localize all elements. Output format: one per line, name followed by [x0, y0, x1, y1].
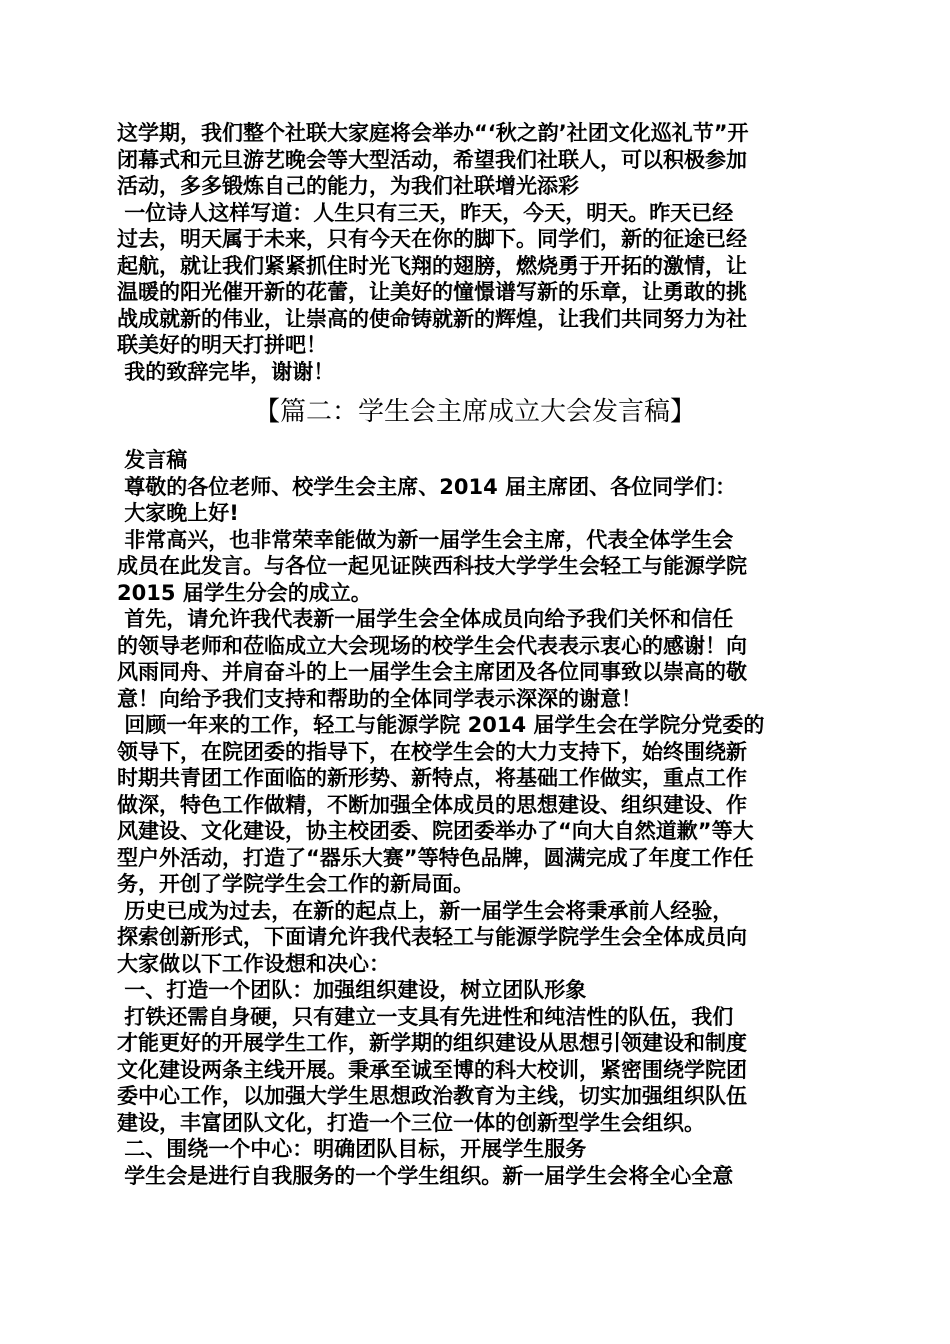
- section-two-body: [117, 447, 837, 1189]
- paragraph-line: 委中心工作，以加强大学生思想政治教育为主线，切实加强组织队伍: [117, 1084, 747, 1108]
- paragraph-line: 领导下，在院团委的指导下，在校学生会的大力支持下，始终围绕新: [117, 739, 747, 764]
- paragraph-line: 的领导老师和莅临成立大会现场的校学生会代表表示衷心的感谢！向: [117, 633, 747, 658]
- subheading-two: 二、围绕一个中心：明确团队目标，开展学生服务: [117, 1137, 587, 1161]
- paragraph-line: 2015 届学生分会的成立。: [117, 580, 372, 605]
- salutation-line: 尊敬的各位老师、校学生会主席、2014 届主席团、各位同学们：: [117, 474, 737, 499]
- paragraph-line: 务，开创了学院学生会工作的新局面。: [117, 872, 474, 896]
- paragraph-line: 大家做以下工作设想和决心：: [117, 951, 390, 976]
- closing-line: 我的致辞完毕，谢谢！: [117, 359, 335, 384]
- paragraph-line: 型户外活动，打造了“器乐大赛”等特色品牌，圆满完成了年度工作任: [117, 845, 754, 870]
- paragraph-line: 做深，特色工作做精，不断加强全体成员的思想建设、组织建设、作: [117, 792, 747, 817]
- paragraph-line: 活动，多多锻炼自己的能力，为我们社联增光添彩: [117, 174, 579, 198]
- paragraph-line: 学生会是进行自我服务的一个学生组织。新一届学生会将全心全意: [117, 1163, 734, 1188]
- section-heading: 【篇二：学生会主席成立大会发言稿】: [253, 397, 696, 427]
- paragraph-line: 探索创新形式，下面请允许我代表轻工与能源学院学生会全体成员向: [117, 925, 747, 949]
- paragraph-line: 风雨同舟、并肩奋斗的上一届学生会主席团及各位同事致以崇高的敬: [117, 660, 747, 684]
- paragraph-line: 回顾一年来的工作，轻工与能源学院 2014 届学生会在学院分党委的: [117, 713, 765, 737]
- paragraph-line: 战成就新的伟业，让崇高的使命铸就新的辉煌，让我们共同努力为社: [117, 306, 747, 331]
- subheading-one: 一、打造一个团队：加强组织建设，树立团队形象: [117, 978, 587, 1002]
- paragraph-line: 历史已成为过去，在新的起点上，新一届学生会将秉承前人经验，: [117, 898, 734, 923]
- paragraph-line: 建设，丰富团队文化，打造一个三位一体的创新型学生会组织。: [117, 1110, 705, 1135]
- paragraph-line: 起航，就让我们紧紧抓住时光飞翔的翅膀，燃烧勇于开拓的激情，让: [117, 253, 747, 278]
- paragraph-line: 联美好的明天打拼吧！: [117, 333, 327, 357]
- paragraph-line: 风建设、文化建设，协主校团委、院团委举办了“向大自然道歉”等大: [117, 819, 754, 843]
- speech-title: 发言稿: [117, 448, 188, 472]
- paragraph-line: 闭幕式和元旦游艺晚会等大型活动，希望我们社联人，可以积极参加: [117, 147, 747, 172]
- paragraph-line: 一位诗人这样写道：人生只有三天，昨天，今天，明天。昨天已经: [117, 200, 734, 225]
- paragraph-line: 过去，明天属于未来，只有今天在你的脚下。同学们，新的征途已经: [117, 227, 747, 251]
- paragraph-line: 温暖的阳光催开新的花蕾，让美好的憧憬谱写新的乐章，让勇敢的挑: [117, 280, 747, 304]
- paragraph-line: 成员在此发言。与各位一起见证陕西科技大学学生会轻工与能源学院: [117, 554, 747, 578]
- paragraph-line: 打铁还需自身硬，只有建立一支具有先进性和纯洁性的队伍，我们: [117, 1004, 734, 1029]
- paragraph-line: 首先，请允许我代表新一届学生会全体成员向给予我们关怀和信任: [117, 607, 734, 631]
- paragraph-line: 非常高兴，也非常荣幸能做为新一届学生会主席，代表全体学生会: [117, 527, 734, 552]
- section-one-body: [117, 120, 837, 385]
- greeting-line: 大家晚上好!: [117, 501, 239, 525]
- paragraph-line: 时期共青团工作面临的新形势、新特点，将基础工作做实，重点工作: [117, 766, 747, 790]
- paragraph-line: 这学期，我们整个社联大家庭将会举办“‘秋之韵’社团文化巡礼节”开: [117, 121, 749, 145]
- paragraph-line: 才能更好的开展学生工作，新学期的组织建设从思想引领建设和制度: [117, 1031, 747, 1055]
- paragraph-line: 意！向给予我们支持和帮助的全体同学表示深深的谢意！: [117, 686, 642, 711]
- paragraph-line: 文化建设两条主线开展。秉承至诚至博的科大校训，紧密围绕学院团: [117, 1057, 747, 1082]
